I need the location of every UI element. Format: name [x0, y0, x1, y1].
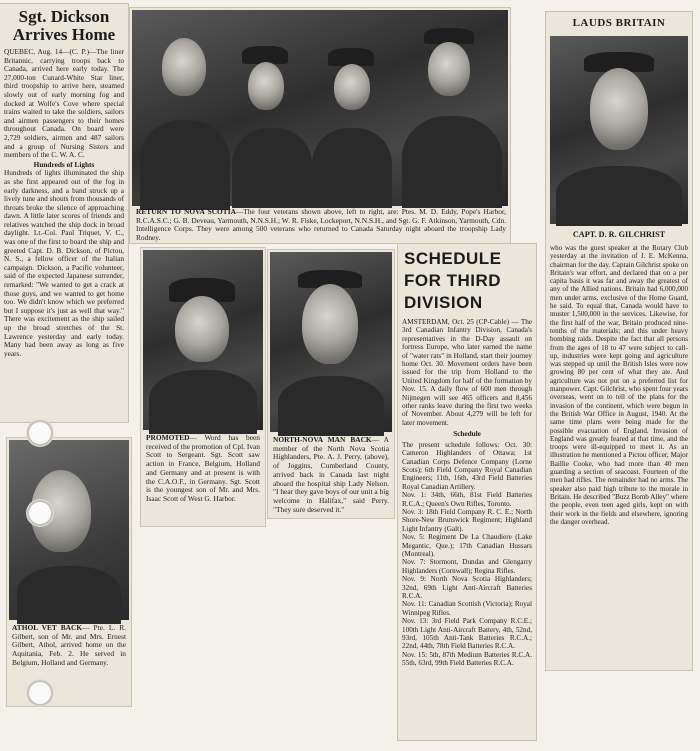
punch-hole	[27, 500, 53, 526]
group-photo-caption-lead: RETURN TO NOVA SCOTIA	[136, 207, 236, 216]
punch-hole	[27, 680, 53, 706]
dickson-subhead: Hundreds of Lights	[33, 159, 95, 169]
schedule-item: Nov. 7: Stormont, Dundas and Glengarry Highlanders (Cornwall); Regina Rifles.	[402, 558, 532, 575]
schedule-headline-line-2: FOR THIRD	[404, 271, 502, 290]
schedule-body: AMSTERDAM, Oct. 25 (CP-Cable) — The 3rd Canadian Infantry Division, Canada's representatives in the D-Day assault on fortress Europe, who later earned the name of "water rats" in Holland, start their journey home Oct. 30. Movement orders have been issued for the trip from Holland to the United Kingdom for half of the formation by Nov. 15. A daily flow of 600 men through Nijmegen will see 465 officers and 8,456 other ranks leave during the first two weeks of November. About 4,279 will be left for later movement.	[402, 318, 532, 427]
group-photo-caption-text: —The four veterans shown above, left to right, are: Ptes. M. D. Eddy, Pope's Harbor, R.C.A.S.C.; G. B. Deveau, Yarmouth, N.N.S.H.; W. R. Fiske, Lockeport, N.N.S.H., and Sgt. G. F. Atkinson, Yarmouth, Cdn. Intelligence Corps. They were among 500 veterans who returned to Canada Saturday night aboard the troopship Lady Rodney.	[136, 207, 506, 243]
promoted-photo	[143, 250, 263, 430]
schedule-headline	[398, 244, 536, 318]
dickson-body: QUEBEC, Aug. 14—(C. P.)—The liner Britannic, carrying troops back to Canada, arrived here early today. The 27,000-ton Cunard-White Star liner, third troopship to arrive here, steamed slowly out of early morning fog and docked at Wolfe's Cove where special trains waited to take the soldiers, sailors and airmen passengers to their homes throughout Canada. On board were 2,729 soldiers, airmen and 487 sailors and a group of Nursing Sisters and members of the C. W. A. C.	[4, 47, 124, 160]
schedule-headline-line-1: SCHEDULE	[404, 249, 502, 268]
promoted-caption-lead: PROMOTED	[146, 433, 190, 442]
group-photo-caption	[136, 208, 506, 243]
schedule-headline-line-3: DIVISION	[404, 293, 483, 312]
lauds-photo-caption: CAPT. D. R. GILCHRIST	[572, 230, 666, 239]
schedule-item: Nov. 3: 18th Field Company R. C. E.; North Shore-New Brunswick Regiment; Highland Light Infantry (Galt).	[402, 507, 532, 533]
schedule-item: The present schedule follows: Oct. 30: Cameron Highlanders of Ottawa; 1st Canadian Corps Defence Company (Lorne Scots); 6th Field Company Royal Canadian Engineers; 11th, 16th, 43rd Field Batteries Royal Canadian Artillery.	[402, 440, 532, 491]
promoted-clip	[141, 248, 265, 526]
schedule-item: Nov. 11: Canadian Scottish (Victoria); Royal Winnipeg Rifles.	[402, 600, 532, 617]
north-nova-photo	[270, 252, 392, 432]
schedule-list	[402, 441, 532, 668]
promoted-caption-text: — Word has been received of the promotion of Cpl. Ivan Scott to Sergeant. Sgt. Scott saw action in France, Belgium, Holland and Germany and at present is with the C.A.O.F., in Germany. Sgt. Scott is the youngest son of Mr. and Mrs. Isaac Scott of West G. Harbor.	[146, 433, 260, 503]
athol-clip	[7, 438, 131, 706]
schedule-item: Nov. 9: North Nova Scotia Highlanders; 32nd, 69th Light Anti-Aircraft Batteries R.C.A.	[402, 575, 532, 600]
north-nova-caption	[273, 436, 389, 514]
north-nova-caption-lead: NORTH-NOVA MAN BACK	[273, 435, 372, 444]
athol-photo	[9, 440, 129, 620]
dickson-article	[0, 4, 128, 422]
north-nova-clip	[268, 250, 394, 518]
schedule-article	[398, 244, 536, 740]
group-photo	[132, 10, 508, 206]
promoted-caption	[146, 434, 260, 504]
schedule-subhead: Schedule	[453, 430, 481, 439]
north-nova-caption-text: — A member of the North Nova Scotia Highlanders, Pte. A. J. Perry, (above), of Joggins, Cumberland County, arrived back in Canada last night aboard the hospital ship Lady Nelson. "I hear they gave boys of our unit a big welcome in Halifax," said Perry. "They sure deserved it."	[273, 435, 389, 514]
schedule-item: Nov. 1: 34th, 66th, 81st Field Batteries R.C.A.; Queen's Own Rifles, Toronto.	[402, 491, 532, 508]
dickson-headline-line-1: Sgt. Dickson	[18, 7, 110, 26]
lauds-article	[546, 12, 692, 670]
athol-caption	[12, 624, 126, 668]
schedule-item: Nov. 13: 3rd Field Park Company R.C.E.; 100th Light Anti-Aircraft Battery, 4th, 52nd, 93rd, 105th Anti-Tank Batteries R.C.A.; 22nd, 44th, 78th Field Batteries R.C.A.	[402, 617, 532, 651]
lauds-photo	[550, 36, 688, 224]
lauds-body: who was the guest speaker at the Rotary Club yesterday at the invitation of J. E. McKenna, chairman for the day. Captain Gilchrist spoke on Britain's war effort, and declared that on a per capita basis it was far and away the greatest of any of the Allied nations. Britain had 6,000,000 men under arms, exclusive of the Home Guard, he said. To equal that, Canada would have to muster 1,500,000 in the services. Likewise, for the first half of the war, Britain produced nine-tenths of the materials; and this under heavy bombing raids. Despite the fact that all persons from the ages of 18 to 47 were subject to call-up, industries were kept going and agriculture was stepped up until the British Isles were now growing 80 per cent of what they ate. And agriculture was not put on a preferred list for manpower. Capt. Gilchrist, who spent four years overseas, went on to tell of the plans for the invasion of the continent, which were begun in the British War Office in August, 1940. At the same time plans were being made for the possible evacuation of England. Invasion of England was greatly feared at that time, and the troops were ill-equipped to meet it. As an illustration he mentioned a Pictou officer, Major Baillie Cooke, who had more than 40 men guarding a section of seacoast. Fourteen of the men had rifles. The remainder had no arms. The speaker also paid high tribute to the morale in Britain. He described "Buzz Bomb Alley" where the people, even teen aged girls, kept on with their work in the fields and elsewhere, ignoring the danger overhead.	[550, 244, 688, 526]
schedule-item: Nov. 5: Regiment De La Chaudiere (Lake Megantic, Que.); 17th Canadian Hussars (Montreal).	[402, 533, 532, 558]
dickson-body-2: Hundreds of lights illuminated the ship as she first appeared out of the fog in early darkness, and a band struck up a lively tune and shouts from thousands of throats broke the silence of approaching dawn. A little later scores of friends and relatives watched the ship dock in broad daylight. Lt.-Col. Paul Triquet, V. C., was one of the first to board the ship and greeted Capt. D. B. Dickson, of Pictou, N. S., a fellow officer of the Italian campaign. Dickson, a Pacific volunteer, said of the expected Japanese surrender, remarked: "We wanted to get a crack at those guys, and we wanted to get home too. We didn't know which we preferred but I suppose it's just as well that way." There was excitement as the ship sailed up the broad stretches of the St. Lawrence yesterday and early today. Many had been away as long as five years.	[4, 168, 124, 358]
athol-caption-text: — Pte. L. R. Gilbert, son of Mr. and Mrs. Ernest Gilbert, Athol, arrived home on the Aquitania, Feb. 2. He served in Belgium, Holland and Germany.	[12, 623, 126, 667]
athol-caption-lead: ATHOL VET BACK	[12, 623, 83, 632]
dickson-headline	[0, 4, 128, 46]
punch-hole	[27, 420, 53, 446]
dickson-headline-line-2: Arrives Home	[12, 25, 116, 44]
group-photo-clip	[130, 8, 510, 243]
lauds-headline: LAUDS BRITAIN	[572, 17, 666, 29]
schedule-item: Nov. 15: 5th, 87th Medium Batteries R.C.A. 55th, 63rd, 99th Field Batteries R.C.A.	[402, 650, 532, 668]
